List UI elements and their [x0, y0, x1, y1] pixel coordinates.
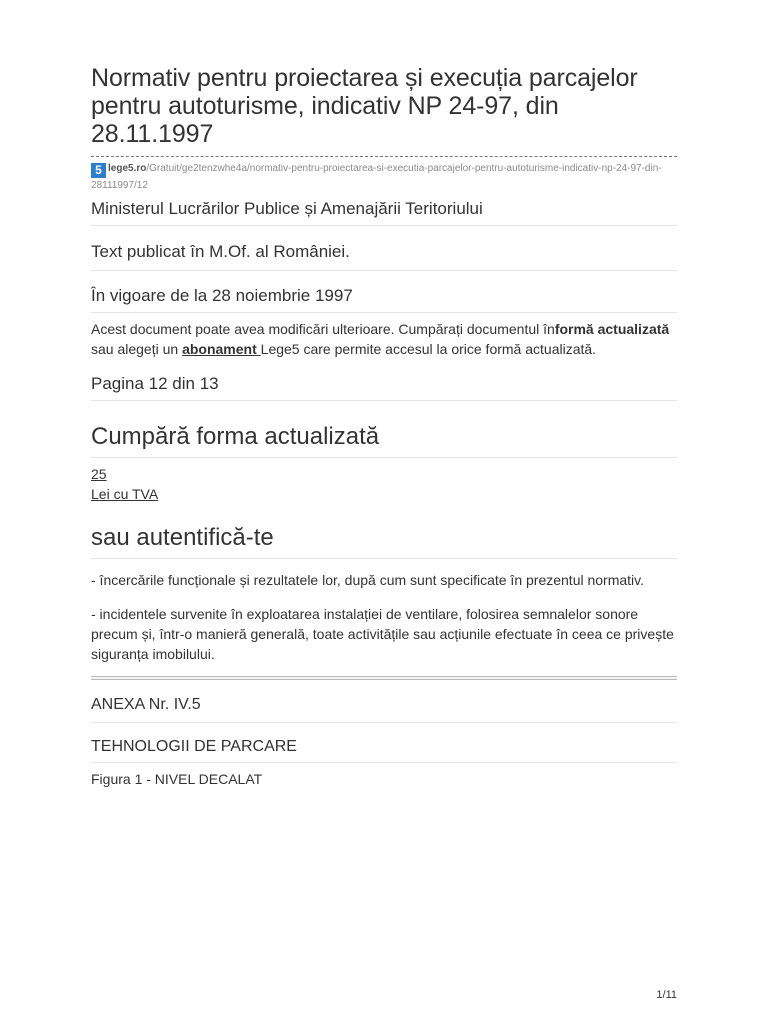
paragraph-incidents: - incidentele survenite în exploatarea instalației de ventilare, folosirea semnalelor sonore precum și, într-o manieră generală, toate activitățile sau acțiunile efectuate în ceea ce privește siguranța imobilului.: [91, 606, 674, 662]
lege5-logo-icon: 5: [91, 163, 106, 178]
price-value[interactable]: 25: [91, 466, 107, 482]
title-divider: [91, 156, 677, 157]
source-url[interactable]: [91, 161, 677, 193]
figure-caption: Figura 1 - NIVEL DECALAT: [91, 771, 263, 787]
subscription-link[interactable]: abonament: [182, 341, 261, 357]
price-block[interactable]: [91, 464, 677, 504]
document-page: [91, 64, 677, 789]
document-title: Normativ pentru proiectarea și execuția parcajelor pentru autoturisme, indicativ NP 24-97, din 28.11.1997: [91, 64, 638, 148]
source-site[interactable]: lege5.ro: [108, 163, 147, 174]
paragraph-tests: - încercările funcționale și rezultatele lor, după cum sunt specificate în prezentul normativ.: [91, 572, 645, 588]
published-in: Text publicat în M.Of. al României.: [91, 242, 677, 271]
source-path[interactable]: /Gratuit/ge2tenzwhe4a/normativ-pentru-proiectarea-si-executia-parcajelor-pentru-autoturisme-indicativ-np-24-97-din-28111997/12: [91, 163, 662, 191]
update-notice: [91, 319, 677, 359]
in-force-date: În vigoare de la 28 noiembrie 1997: [91, 286, 677, 313]
updated-form-link[interactable]: formă actualizată: [554, 321, 670, 337]
page-number: 1/11: [656, 989, 677, 1001]
notice-text: sau alegeți un: [91, 341, 183, 357]
buy-heading: Cumpără forma actualizată: [91, 423, 677, 458]
section-divider: [91, 676, 677, 680]
login-heading[interactable]: sau autentifică-te: [91, 524, 677, 559]
notice-text: Acest document poate avea modificări ulterioare. Cumpărați documentul în: [91, 321, 555, 337]
page-indicator: Pagina 12 din 13: [91, 374, 677, 401]
issuer: Ministerul Lucrărilor Publice și Amenajării Teritoriului: [91, 199, 677, 226]
notice-text: Lege5 care permite accesul la orice formă actualizată.: [260, 341, 597, 357]
price-unit[interactable]: Lei cu TVA: [91, 486, 159, 502]
section-heading: TEHNOLOGII DE PARCARE: [91, 738, 677, 763]
annex-heading: ANEXA Nr. IV.5: [91, 696, 677, 723]
